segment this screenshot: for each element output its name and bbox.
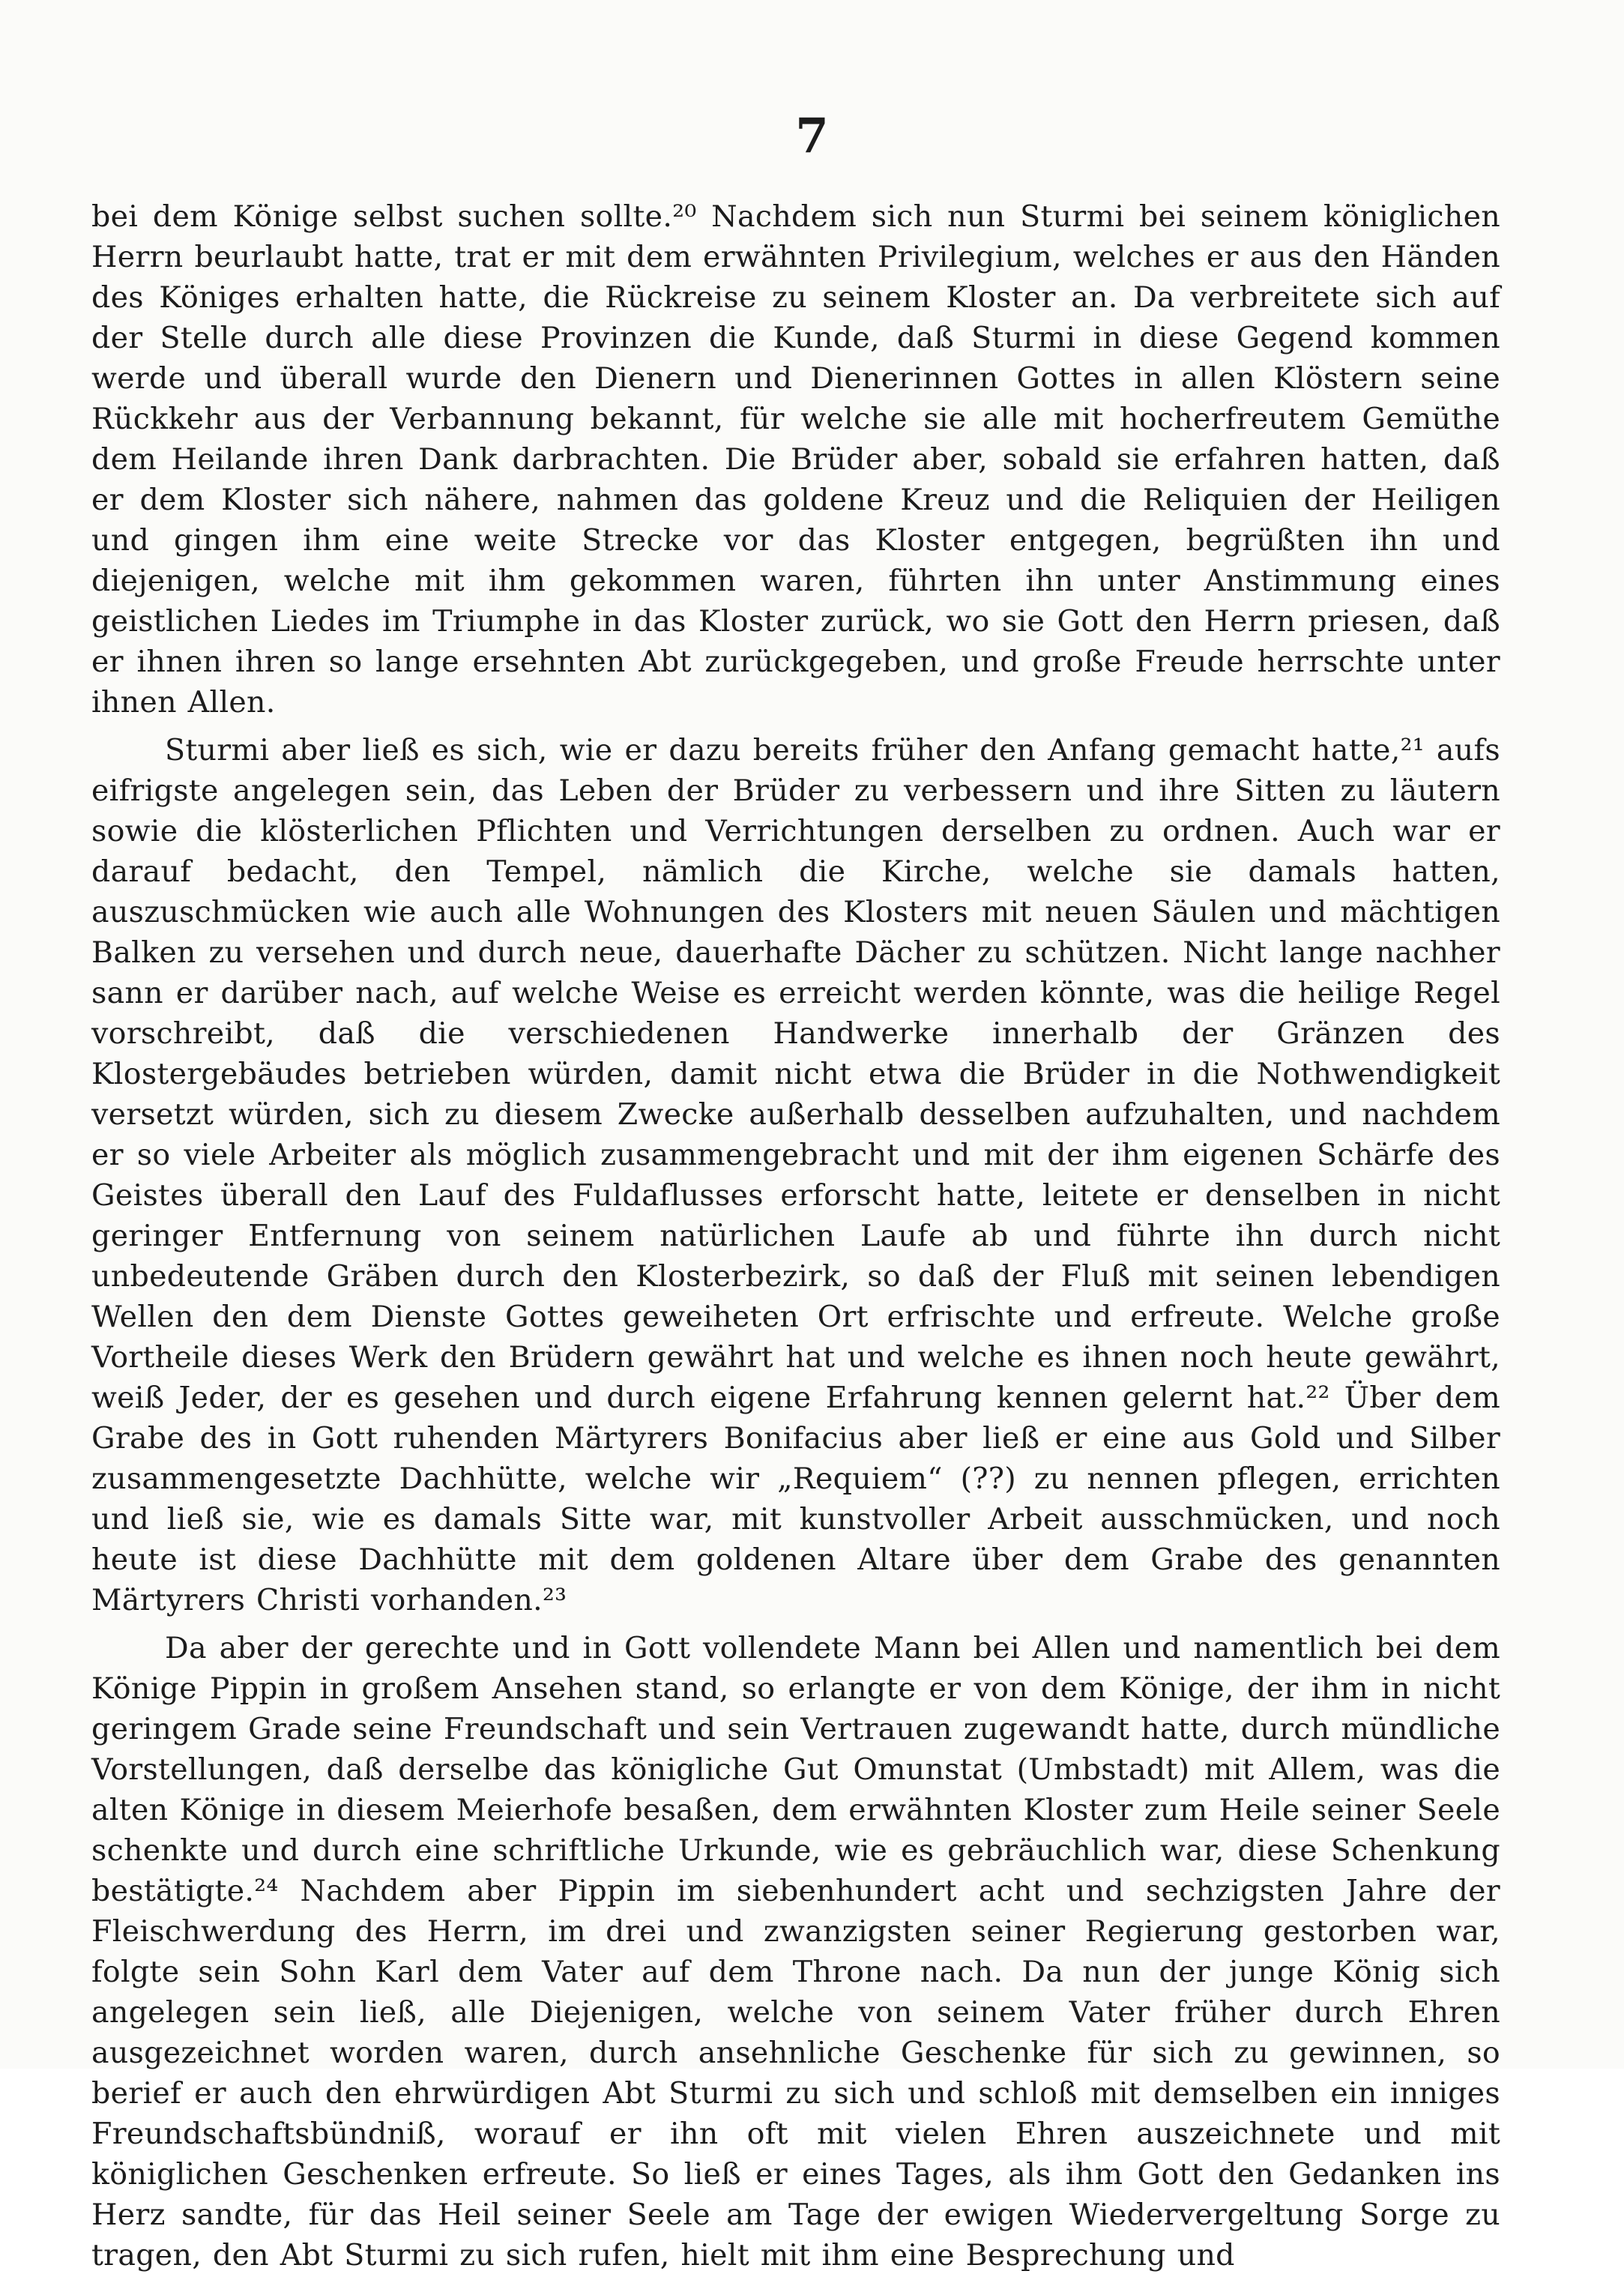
body-text: [91, 196, 1500, 2283]
paragraph-2: Sturmi aber ließ es sich, wie er dazu bereits früher den Anfang gemacht hatte,²¹ aufs eifrigste angelegen sein, das Leben der Brüder zu verbessern und ihre Sitten zu läutern sowie die klösterlichen Pflichten und Verrichtungen derselben zu ordnen. Auch war er darauf bedacht, den Tempel, nämlich die Kirche, welche sie damals hatten, auszuschmücken wie auch alle Wohnungen des Klosters mit neuen Säulen und mächtigen Balken zu versehen und durch neue, dauerhafte Dächer zu schützen. Nicht lange nachher sann er darüber nach, auf welche Weise es erreicht werden könnte, was die heilige Regel vorschreibt, daß die verschiedenen Handwerke innerhalb der Gränzen des Klostergebäudes betrieben würden, damit nicht etwa die Brüder in die Nothwendigkeit versetzt würden, sich zu diesem Zwecke außerhalb desselben aufzuhalten, und nachdem er so viele Arbeiter als möglich zusammengebracht und mit der ihm eigenen Schärfe des Geistes überall den Lauf des Fuldaflusses erforscht hatte, leitete er denselben in nicht geringer Entfernung von seinem natürlichen Laufe ab und führte ihn durch nicht unbedeutende Gräben durch den Klosterbezirk, so daß der Fluß mit seinen lebendigen Wellen den dem Dienste Gottes geweiheten Ort erfrischte und erfreute. Welche große Vortheile dieses Werk den Brüdern gewährt hat und welche es ihnen noch heute gewährt, weiß Jeder, der es gesehen und durch eigene Erfahrung kennen gelernt hat.²² Über dem Grabe des in Gott ruhenden Märtyrers Bonifacius aber ließ er eine aus Gold und Silber zusammengesetzte Dachhütte, welche wir „Requiem“ (??) zu nennen pflegen, errichten und ließ sie, wie es damals Sitte war, mit kunstvoller Arbeit ausschmücken, und noch heute ist diese Dachhütte mit dem goldenen Altare über dem Grabe des genannten Märtyrers Christi vorhanden.²³: [91, 733, 1500, 1617]
paragraph-3: Da aber der gerechte und in Gott vollendete Mann bei Allen und namentlich bei dem Könige Pippin in großem Ansehen stand, so erlangte er von dem Könige, der ihm in nicht geringem Grade seine Freundschaft und sein Vertrauen zugewandt hatte, durch mündliche Vorstellungen, daß derselbe das königliche Gut Omunstat (Umbstadt) mit Allem, was die alten Könige in diesem Meierhofe besaßen, dem erwähnten Kloster zum Heile seiner Seele schenkte und durch eine schriftliche Urkunde, wie es gebräuchlich war, diese Schenkung bestätigte.²⁴ Nachdem aber Pippin im siebenhundert acht und sechzigsten Jahre der Fleischwerdung des Herrn, im drei und zwanzigsten seiner Regierung gestorben war, folgte sein Sohn Karl dem Vater auf dem Throne nach. Da nun der junge König sich angelegen sein ließ, alle Diejenigen, welche von seinem Vater früher durch Ehren ausgezeichnet worden waren, durch ansehnliche Geschenke für sich zu gewinnen, so berief er auch den ehrwürdigen Abt Sturmi zu sich und schloß mit demselben ein inniges Freundschaftsbündniß, worauf er ihn oft mit vielen Ehren auszeichnete und mit königlichen Geschenken erfreute. So ließ er eines Tages, als ihm Gott den Gedanken ins Herz sandte, für das Heil seiner Seele am Tage der ewigen Wiedervergeltung Sorge zu tragen, den Abt Sturmi zu sich rufen, hielt mit ihm eine Besprechung und: [91, 1631, 1500, 2273]
paragraph-1: bei dem Könige selbst suchen sollte.²⁰ Nachdem sich nun Sturmi bei seinem königlichen Herrn beurlaubt hatte, trat er mit dem erwähnten Privilegium, welches er aus den Händen des Königes erhalten hatte, die Rückreise zu seinem Kloster an. Da verbreitete sich auf der Stelle durch alle diese Provinzen die Kunde, daß Sturmi in diese Gegend kommen werde und überall wurde den Dienern und Dienerinnen Gottes in allen Klöstern seine Rückkehr aus der Verbannung bekannt, für welche sie alle mit hocherfreutem Gemüthe dem Heilande ihren Dank darbrachten. Die Brüder aber, sobald sie erfahren hatten, daß er dem Kloster sich nähere, nahmen das goldene Kreuz und die Reliquien der Heiligen und gingen ihm eine weite Strecke vor das Kloster entgegen, begrüßten ihn und diejenigen, welche mit ihm gekommen waren, führten ihn unter Anstimmung eines geistlichen Liedes im Triumphe in das Kloster zurück, wo sie Gott den Herrn priesen, daß er ihnen ihren so lange ersehnten Abt zurückgegeben, und große Freude herrschte unter ihnen Allen.: [91, 199, 1500, 720]
page-number: 7: [795, 108, 829, 164]
